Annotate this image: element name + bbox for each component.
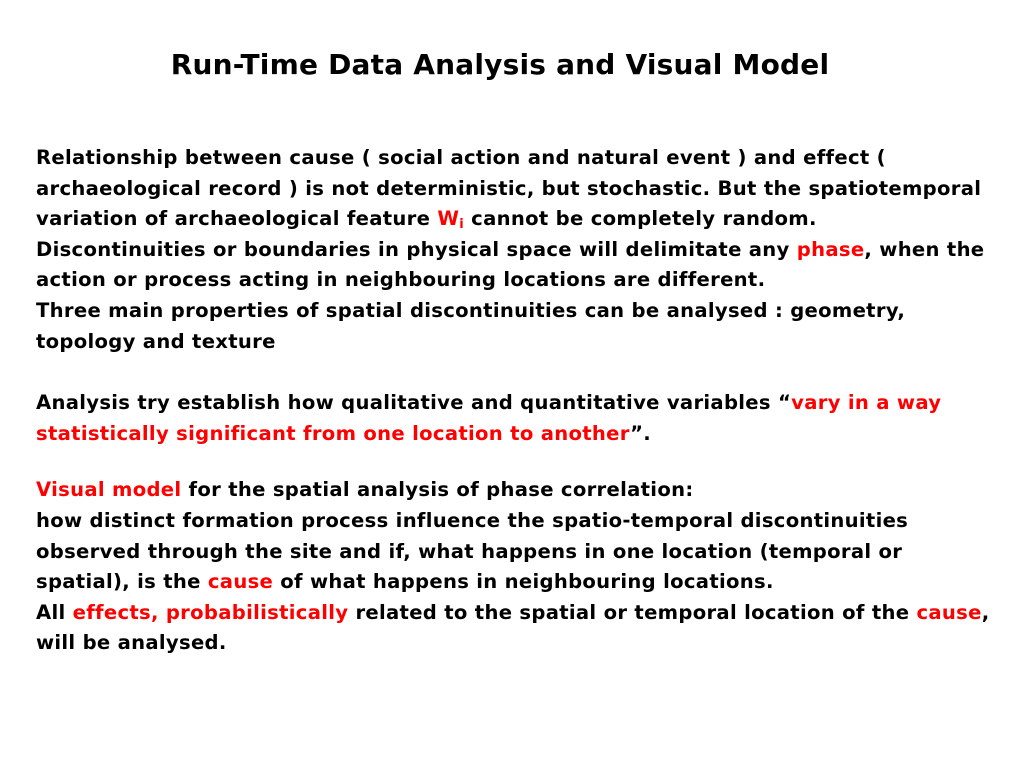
paragraph-cause-effect [36, 143, 996, 235]
spacer [36, 357, 996, 388]
paragraph-text: Analysis try establish how qualitative and quantitative variables “ [36, 391, 792, 415]
paragraph-effects [36, 598, 996, 659]
cause-highlight: cause [207, 570, 274, 594]
paragraph-text: All [36, 600, 73, 624]
quote-highlight: vary in a way statistically significant from one location to another [36, 391, 942, 445]
paragraph-discontinuities [36, 235, 996, 296]
paragraph-text: ”. [630, 421, 651, 445]
paragraph-formation-process [36, 506, 996, 598]
paragraph-properties: Three main properties of spatial discontinuities can be analysed : geometry, topology and texture [36, 298, 906, 353]
paragraph-text: how distinct formation process influence the spatio-temporal discontinuities observed through the site and if, what happens in one location (temporal or spatial), is the [36, 508, 909, 594]
paragraph-analysis [36, 388, 996, 449]
spacer [36, 449, 996, 475]
paragraph-text: , will be analysed. [36, 600, 990, 655]
paragraph-text: Discontinuities or boundaries in physical space will delimitate any [36, 237, 797, 261]
paragraph-text: related to the spatial or temporal location of the [348, 600, 917, 624]
paragraph-text: for the spatial analysis of phase correlation: [181, 478, 694, 502]
visual-model-highlight: Visual model [36, 478, 182, 502]
paragraph-text: cannot be completely random. [464, 207, 817, 231]
feature-w-letter: W [437, 207, 460, 231]
slide-title: Run-Time Data Analysis and Visual Model [170, 48, 830, 81]
phase-highlight: phase [796, 237, 865, 261]
effects-highlight: effects, probabilistically [72, 600, 349, 624]
paragraph-visual-model [36, 475, 996, 506]
paragraph-text: , when the action or process acting in neighbouring locations are different. [36, 237, 985, 292]
cause-highlight: cause [916, 600, 982, 624]
paragraph-text: Relationship between cause ( social action and natural event ) and effect ( archaeological record ) is not deterministic, but stochastic. But the spatiotemporal variation of archaeological feature [36, 146, 982, 231]
feature-w-subscript: i [459, 217, 465, 233]
paragraph-text: of what happens in neighbouring locations. [273, 570, 774, 594]
slide-body [36, 143, 996, 659]
feature-w-highlight [437, 207, 465, 233]
